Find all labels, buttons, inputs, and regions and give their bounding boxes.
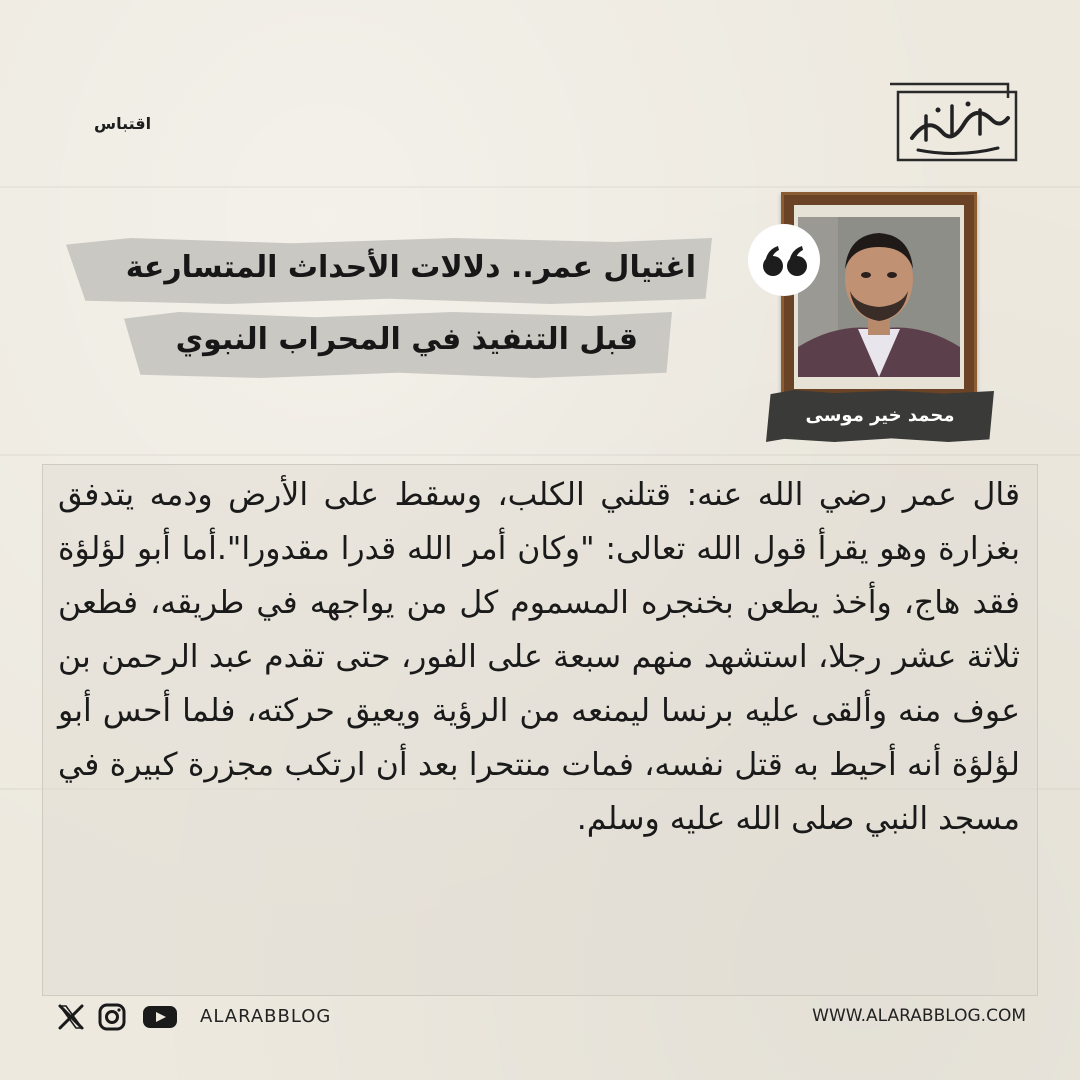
article-title-line-1: اغتيال عمر.. دلالات الأحداث المتسارعة [125,250,696,285]
quote-icon [748,224,820,296]
category-label: اقتباس [94,114,152,133]
paper-crease [0,186,1080,188]
quote-text: قال عمر رضي الله عنه: قتلني الكلب، وسقط على الأرض ودمه يتدفق بغزارة وهو يقرأ قول الله تعالى: "وكان أمر الله قدرا مقدورا".أما أبو لؤلؤة فقد هاج، وأخذ يطعن بخنجره المسموم كل من يواجهه في طريقه، فطعن ثلاثة عشر رجلا، استشهد منهم سبعة على الفور، حتى تقدم عبد الرحمن بن عوف منه وألقى عليه برنسا ليمنعه من الرؤية ويعيق حركته، فلما أحس أبو لؤلؤة أنه أحيط به قتل نفسه، فمات منتحرا بعد أن ارتكب مجزرة كبيرة في مسجد النبي صلى الله عليه وسلم. [58,477,1020,837]
website-link[interactable]: WWW.ALARABBLOG.COM [812,1006,1026,1026]
author-photo [798,217,960,377]
x-icon[interactable] [56,1002,86,1032]
article-title-line-2: قبل التنفيذ في المحراب النبوي [175,322,638,357]
blog-logo [882,76,1022,164]
youtube-icon[interactable] [142,1002,178,1032]
author-name: محمد خير موسى [805,405,955,426]
paper-crease [0,454,1080,456]
instagram-icon[interactable] [97,1002,127,1032]
social-handle: ALARABBLOG [200,1006,332,1027]
